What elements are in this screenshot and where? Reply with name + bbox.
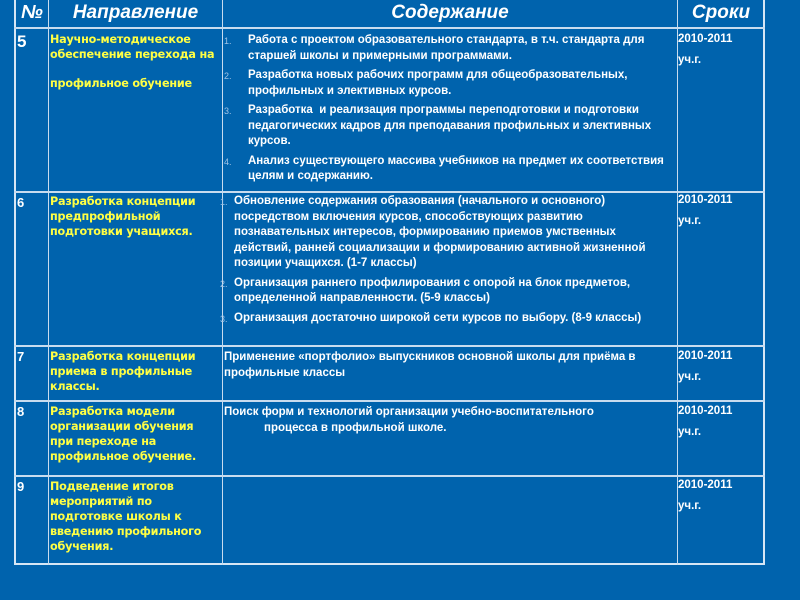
terms-unit: уч.г. [678,215,702,227]
item-text: Разработка новых рабочих программ для общеобразовательных, профильных и элективных курсов. [248,69,628,97]
content-item [224,68,664,99]
content-item [220,311,676,327]
row-divider [14,475,765,477]
row-direction: Подведение итогов мероприятий по подготовке школы к введению профильного обучения. [50,480,202,553]
terms-years: 2010-2011 [678,350,733,362]
content-item [220,276,676,307]
row-number: 7 [17,349,25,364]
terms-unit: уч.г. [678,371,702,383]
list-marker: 3. [224,106,232,116]
direction-line: обеспечение перехода на [50,48,215,61]
row-direction [50,32,222,91]
terms-years: 2010-2011 [678,479,733,491]
row-content [224,405,676,436]
row-content [220,194,676,330]
item-text: Анализ существующего массива учебников на предмет их соответствия целям и содержанию. [248,154,664,182]
content-item [224,103,664,150]
row-direction: Разработка модели организации обучения при переходе на профильное обучение. [50,405,196,463]
content-line: процесса в профильной школе. [264,421,447,434]
terms-years: 2010-2011 [678,33,733,45]
header-direction: Направление [72,2,199,23]
row-terms [678,475,764,517]
row-number: 5 [17,32,27,51]
row-terms [678,29,764,71]
item-text: Работа с проектом образовательного стандарта, в т.ч. стандарта для старшей школы и примерными программами. [248,34,645,62]
row-terms [678,401,764,443]
row-number: 9 [17,479,25,494]
row-divider [14,400,765,402]
item-text: Организация раннего профилирования с опорой на блок предметов, определенной направленности. (5-9 классы) [234,276,631,304]
list-marker: 2. [220,278,228,289]
row-terms [678,346,764,388]
row-content [224,33,664,189]
list-marker: 1. [220,197,228,207]
item-text: Организация достаточно широкой сети курсов по выбору. (8-9 классы) [234,311,642,324]
header-content: Содержание [391,2,509,23]
row-divider [14,191,765,193]
content-item [224,154,664,185]
terms-unit: уч.г. [678,54,702,66]
header-terms: Сроки [691,2,751,23]
row-number: 6 [17,195,25,210]
row-number: 8 [17,404,25,419]
direction-line: Научно-методическое [50,33,191,46]
row-direction: Разработка концепции приема в профильные классы. [50,350,196,393]
list-marker: 4. [224,156,232,167]
row-content: Применение «портфолио» выпускников основной школы для приёма в профильные классы [224,351,636,379]
content-item [220,194,676,272]
terms-unit: уч.г. [678,500,702,512]
row-divider [14,345,765,347]
row-direction: Разработка концепции предпрофильной подготовки учащихся. [50,195,196,238]
item-text: Разработка и реализация программы переподготовки и подготовки педагогических кадров для преподавания профильных и элективных курсов. [248,104,655,147]
row-terms [678,190,764,232]
list-marker: 2. [224,71,232,81]
item-text: Обновление содержания образования (начального и основного) посредством включения курсов, способствующих развитию познавательных интересов, формированию приемов умственных действий, ранней социализации и формированию активной жизненной позиции учащихся. (1-7 классы) [234,195,646,269]
content-item [224,33,664,64]
column-divider [48,0,49,565]
terms-years: 2010-2011 [678,194,733,206]
terms-unit: уч.г. [678,426,702,438]
list-marker: 3. [220,313,228,324]
list-marker: 1. [224,36,232,46]
direction-line: профильное обучение [50,77,192,90]
content-line: Поиск форм и технологий организации учебно-воспитательного [224,406,594,418]
header-number: № [21,2,43,23]
terms-years: 2010-2011 [678,405,733,417]
